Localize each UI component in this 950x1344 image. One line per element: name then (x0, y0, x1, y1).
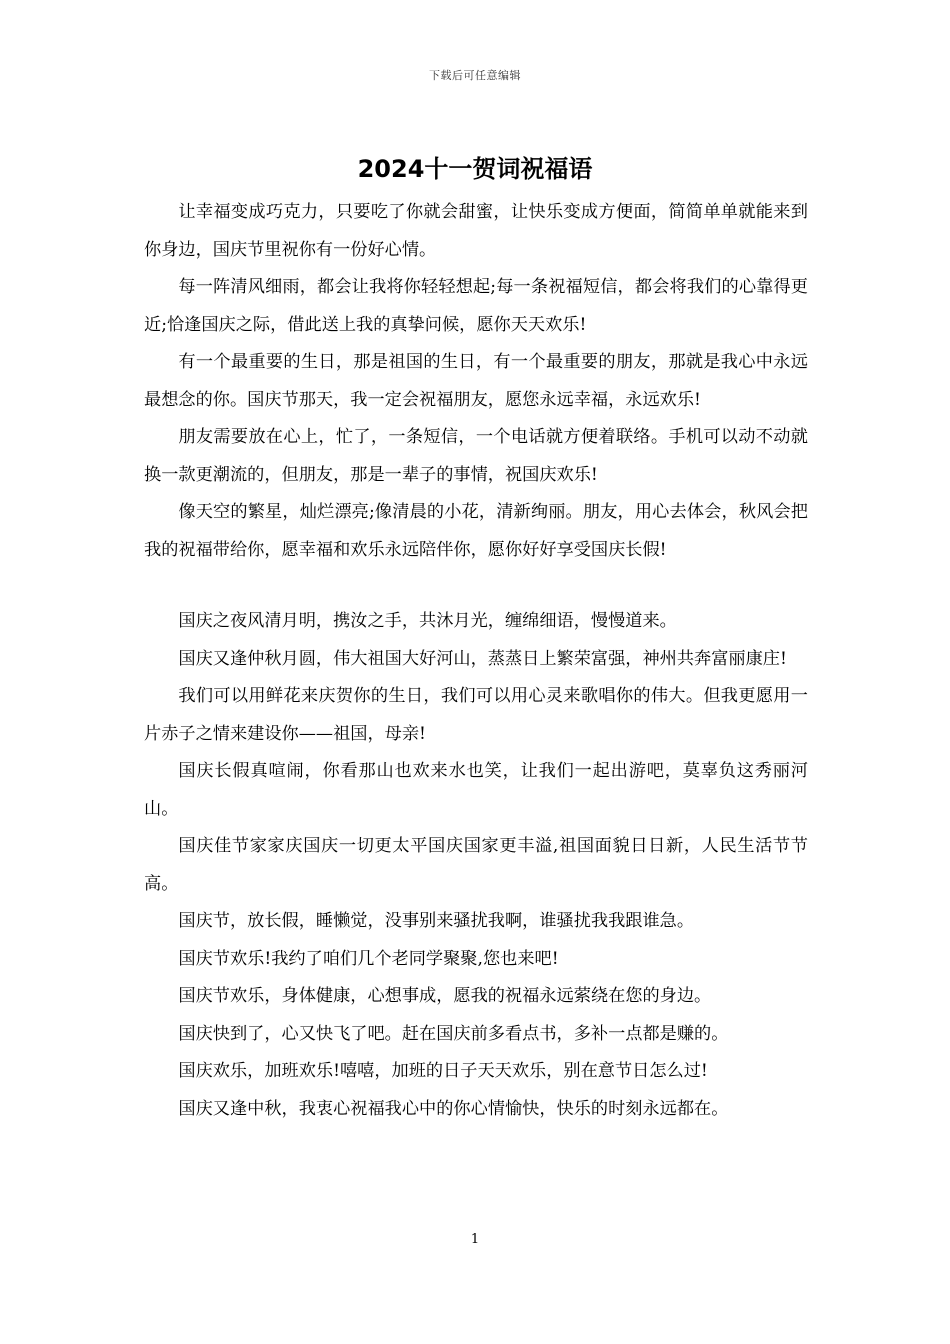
paragraph: 国庆欢乐，加班欢乐!嘻嘻，加班的日子天天欢乐，别在意节日怎么过! (178, 1061, 708, 1081)
paragraph: 让幸福变成巧克力，只要吃了你就会甜蜜，让快乐变成方便面，简简单单就能来到你身边，国庆节里祝你有一份好心情。 (144, 202, 808, 260)
paragraph: 国庆又逢中秋，我衷心祝福我心中的你心情愉快，快乐的时刻永远都在。 (178, 1098, 729, 1119)
paragraph: 国庆快到了，心又快飞了吧。赶在国庆前多看点书，多补一点都是赚的。 (178, 1023, 729, 1044)
paragraph: 国庆长假真喧闹，你看那山也欢来水也笑，让我们一起出游吧，莫辜负这秀丽河山。 (144, 761, 808, 819)
paragraph: 有一个最重要的生日，那是祖国的生日，有一个最重要的朋友，那就是我心中永远最想念的你。国庆节那天，我一定会祝福朋友，愿您永远幸福，永远欢乐! (144, 352, 808, 410)
document-body (144, 194, 808, 1128)
paragraph: 朋友需要放在心上，忙了，一条短信，一个电话就方便着联络。手机可以动不动就换一款更潮流的，但朋友，那是一辈子的事情，祝国庆欢乐! (144, 427, 808, 485)
paragraph: 国庆节，放长假，睡懒觉，没事别来骚扰我啊，谁骚扰我我跟谁急。 (178, 911, 695, 931)
paragraph: 国庆又逢仲秋月圆，伟大祖国大好河山，蒸蒸日上繁荣富强，神州共奔富丽康庄! (178, 648, 787, 669)
page-header: 下载后可任意编辑 (429, 69, 521, 82)
page-number: 1 (470, 1232, 480, 1247)
paragraph: 国庆之夜风清月明，携汝之手，共沐月光，缠绵细语，慢慢道来。 (178, 611, 677, 631)
blank-line (144, 569, 808, 603)
paragraph: 每一阵清风细雨，都会让我将你轻轻想起;每一条祝福短信，都会将我们的心靠得更近;恰逢国庆之际，借此送上我的真挚问候，愿你天天欢乐! (144, 277, 808, 335)
paragraph: 国庆节欢乐，身体健康，心想事成，愿我的祝福永远萦绕在您的身边。 (178, 986, 712, 1006)
paragraph: 我们可以用鲜花来庆贺你的生日，我们可以用心灵来歌唱你的伟大。但我更愿用一片赤子之情来建设你——祖国，母亲! (144, 686, 808, 744)
document-title: 2024十一贺词祝福语 (357, 155, 593, 183)
paragraph: 像天空的繁星，灿烂漂亮;像清晨的小花，清新绚丽。朋友，用心去体会，秋风会把我的祝福带给你，愿幸福和欢乐永远陪伴你，愿你好好享受国庆长假! (144, 502, 808, 560)
paragraph: 国庆佳节家家庆国庆一切更太平国庆国家更丰溢,祖国面貌日日新，人民生活节节高。 (144, 836, 808, 894)
paragraph: 国庆节欢乐!我约了咱们几个老同学聚聚,您也来吧! (178, 948, 559, 969)
